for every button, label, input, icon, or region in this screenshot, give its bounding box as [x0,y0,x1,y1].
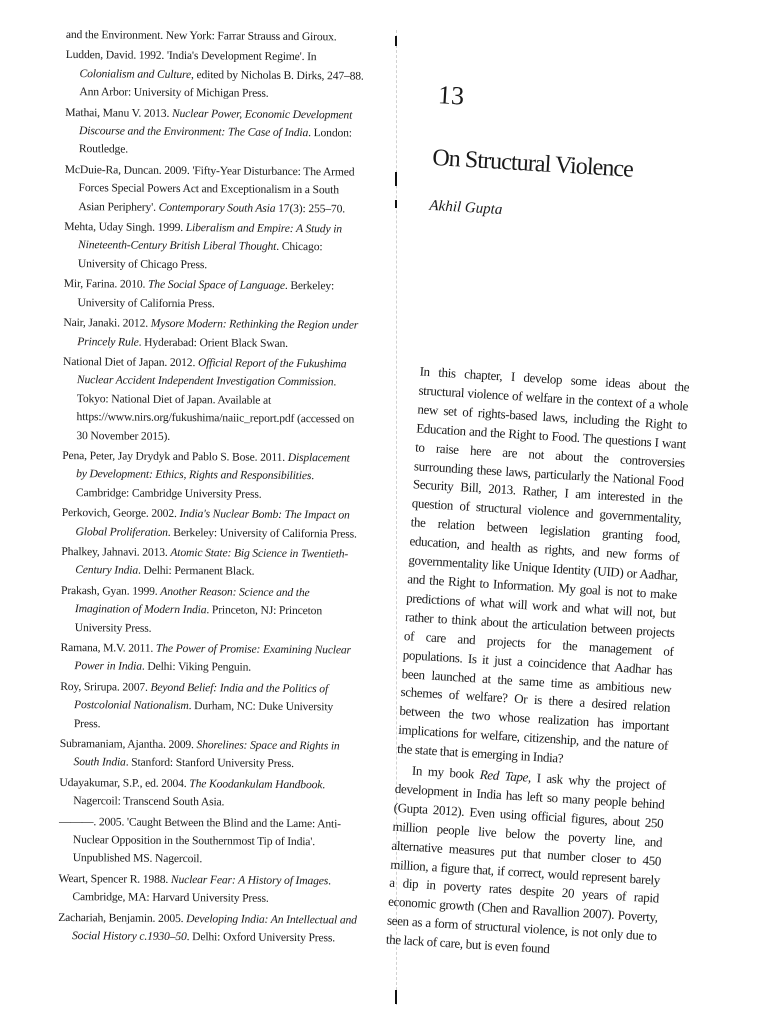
gutter-mark [395,36,397,46]
reference-text: Subramaniam, Ajantha. 2009. [59,737,197,752]
reference-text: Prakash, Gyan. 1999. [61,583,161,598]
reference-entry [62,353,363,448]
gutter-mark [395,200,397,208]
reference-title: Atomic State: Big Science in Twentieth-Century India [75,545,349,578]
reference-title: Contemporary South Asia [158,200,276,215]
reference-title: Another Reason: Science and the Imagination of Modern India [74,584,310,617]
reference-text: . Delhi: Oxford University Press. [186,930,336,945]
reference-text: Mehta, Uday Singh. 1999. [64,220,186,235]
reference-title: Beyond Belief: India and the Politics of Postcolonial Nationalism [74,680,329,713]
reference-text: Perkovich, George. 2002. [61,506,180,521]
paragraph-text: , I ask why the project of development in India has left so many people behind (Gupta 2012). Even using official figures, about 250 million people live below the poverty line, and alternative measures put that number closer to 450 million, a figure that, if correct, would represent barely a dip in poverty rates despite 20 years of rapid economic growth (Chen and Ravallion 2007). Poverty, seen as a form of structural violence, is not only due to the lack of care, but is even found [385,769,667,957]
reference-entry [60,678,360,736]
reference-title: Liberalism and Empire: A Study in Nineteenth-Century British Liberal Thought [78,221,343,254]
reference-entry [61,543,361,582]
reference-entry [64,218,364,276]
reference-entry [65,104,365,162]
reference-text: Mir, Farina. 2010. [63,277,149,292]
paragraph-text: In my book [411,762,481,782]
reference-text: and the Environment. New York: Farrar Strauss and Giroux. [65,27,337,44]
reference-entry [62,447,362,505]
paragraph-text: In this chapter, I develop some ideas about the structural violence of welfare in the context of a whole new set of rights-based laws, including the Right to Education and the Right to Food. The questions I want to raise here are not about the controversies surrounding these laws, particularly the National Food Security Bill, 2013. Rather, I am interested in the question of structural violence and governmentality, the relation between legislation granting food, education, and health as rights, and new forms of governmentality like Unique Identity (UID) or Aadhar, and the Right to Information. My goal is not to make predictions of what will work and what will not, but rather to think about the articulation between projects of care and projects for the management of populations. Is it just a coincidence that Aadhar has been launched at the same time as ambitious new schemes of welfare? Or is there a desired relation between the two whose realization has important implications for welfare, citizenship, and the nature of the state that is emerging in India? [396,363,690,766]
reference-entry [59,774,359,813]
reference-text: Pena, Peter, Jay Drydyk and Pablo S. Bose. 2011. [62,448,288,464]
reference-title: Official Report of the Fukushima Nuclear Accident Independent Investigation Commission [76,356,347,389]
reference-title: Mysore Modern: Rethinking the Region under Princely Rule [77,316,359,349]
reference-text: Mathai, Manu V. 2013. [65,105,173,120]
reference-text: Phalkey, Jahnavi. 2013. [61,544,171,559]
reference-entry [59,735,359,774]
reference-text: . Delhi: Permanent Black. [137,564,255,579]
reference-title: Developing India: An Intellectual and Social History c.1930–50 [72,911,357,944]
body-paragraph [385,761,666,966]
chapter-number: 13 [437,80,465,111]
reference-text: Weart, Spencer R. 1988. [58,871,171,886]
reference-text: . Chicago: University of Chicago Press. [77,240,323,272]
reference-entry [58,909,358,948]
reference-text: . Hyderabad: Orient Black Swan. [138,335,289,350]
chapter-author: Akhil Gupta [429,197,503,219]
reference-entry [64,275,364,314]
chapter-body [385,363,689,966]
reference-title: Shorelines: Space and Rights in South India [73,738,340,769]
reference-text: Ludden, David. 1992. 'India's Development Regime'. In [65,48,317,64]
reference-text: McDuie-Ra, Duncan. 2009. 'Fifty-Year Disturbance: The Armed Forces Special Powers Act and Exceptionalism in a South Asian Periphery'. [64,162,355,214]
reference-entry [66,26,366,47]
reference-list [58,26,366,948]
reference-entry [63,314,363,353]
reference-text: 17(3): 255–70. [275,201,346,216]
reference-text: Roy, Srirupa. 2007. [60,679,151,694]
reference-title: Colonialism and Culture [79,66,192,81]
reference-text: . Cambridge: Cambridge University Press. [75,469,315,501]
reference-text: . Stanford: Stanford University Press. [125,755,294,771]
gutter-mark [395,172,397,186]
reference-text: . Nagercoil: Transcend South Asia. [73,778,326,809]
reference-text: . Cambridge, MA: Harvard University Press. [72,874,331,906]
gutter-mark [395,990,397,1004]
reference-entry [60,639,360,678]
book-title-italic: Red Tape [479,766,529,785]
reference-entry [64,161,364,219]
reference-text: . Delhi: Viking Penguin. [141,660,252,675]
reference-text: . Berkeley: University of California Press. [167,525,357,541]
body-paragraph [397,363,690,775]
reference-title: Nuclear Fear: A History of Images [170,872,329,888]
reference-text: Nair, Janaki. 2012. [63,316,151,330]
reference-text: National Diet of Japan. 2012. [63,354,199,370]
reference-title: The Power of Promise: Examining Nuclear Power in India [74,641,351,674]
reference-text: . Tokyo: National Diet of Japan. Available at https://www.nirs.org/fukushima/naiic_report.pdf (accessed on 30 November 2015). [76,375,355,443]
reference-title: Displacement by Development: Ethics, Rights and Responsibilities [76,450,350,483]
reference-title: India's Nuclear Bomb: The Impact on Global Proliferation [75,507,350,539]
reference-entry [58,870,358,909]
chapter-title: On Structural Violence [431,144,634,183]
reference-entry [62,504,362,543]
reference-entry [65,46,365,104]
reference-text: . Princeton, NJ: Princeton University Press. [74,603,323,635]
reference-text: . Berkeley: University of California Press. [77,279,335,310]
reference-text: Zachariah, Benjamin. 2005. [58,910,187,925]
reference-entry [61,582,361,640]
reference-text: . London: Routledge. [78,126,352,156]
bibliography-page [58,26,366,950]
reference-text: , edited by Nicholas B. Dirks, 247–88. Ann Arbor: University of Michigan Press. [79,67,364,100]
reference-text: ———. 2005. 'Caught Between the Blind and the Lame: Anti-Nuclear Opposition in the Southernmost Tip of India'. Unpublished MS. Nagercoil. [59,814,341,866]
reference-text: Udayakumar, S.P., ed. 2004. [59,775,190,790]
reference-title: The Social Space of Language [147,278,285,293]
reference-text: . Durham, NC: Duke University Press. [73,699,334,730]
reference-title: Nuclear Power, Economic Development Discourse and the Environment: The Case of India [79,106,353,140]
reference-text: Ramana, M.V. 2011. [60,640,157,655]
chapter-opening-page [385,80,706,966]
reference-entry [59,813,359,871]
reference-title: The Koodankulam Handbook [189,776,323,792]
